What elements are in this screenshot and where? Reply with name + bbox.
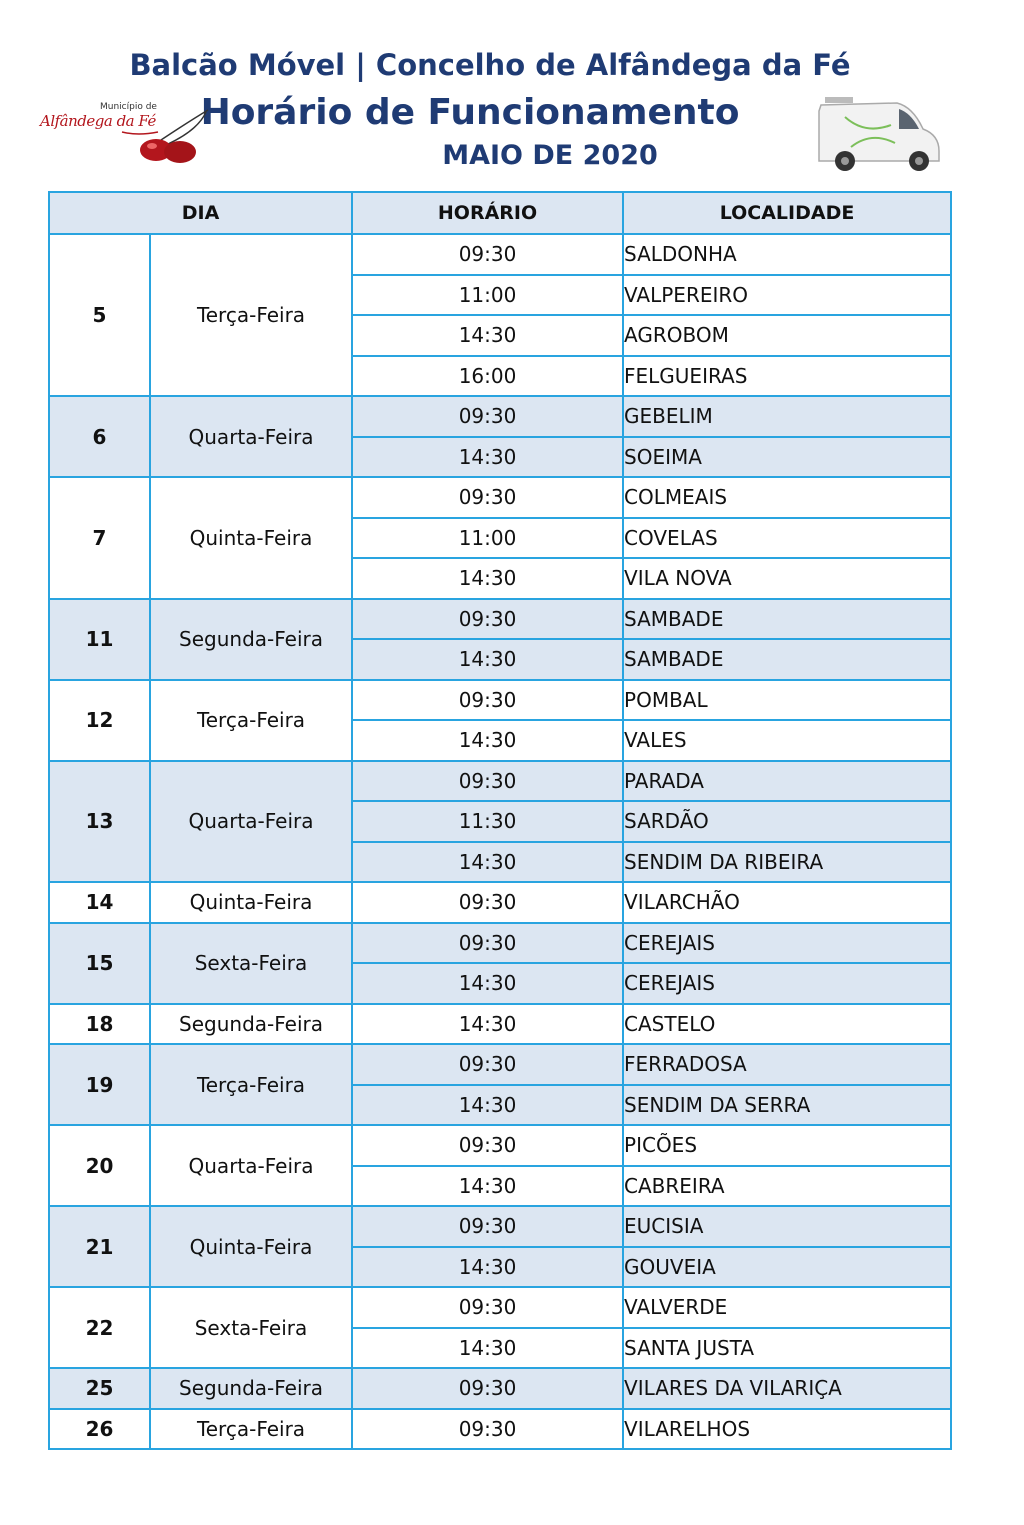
time-cell: 09:30: [352, 234, 623, 275]
table-row: [49, 1004, 951, 1045]
location-cell: GOUVEIA: [623, 1247, 951, 1288]
day-number: 6: [49, 396, 150, 477]
schedule-body: [49, 234, 951, 1449]
day-number: 19: [49, 1044, 150, 1125]
table-row: [49, 396, 951, 437]
time-cell: 09:30: [352, 923, 623, 964]
weekday: Sexta-Feira: [150, 923, 352, 1004]
location-cell: VALPEREIRO: [623, 275, 951, 316]
time-cell: 14:30: [352, 558, 623, 599]
location-cell: CEREJAIS: [623, 963, 951, 1004]
title-schedule: Horário de Funcionamento: [200, 92, 740, 133]
schedule-table: [48, 191, 952, 1450]
location-cell: SENDIM DA SERRA: [623, 1085, 951, 1126]
table-row: [49, 1044, 951, 1085]
weekday: Quinta-Feira: [150, 1206, 352, 1287]
location-cell: SANTA JUSTA: [623, 1328, 951, 1369]
location-cell: PICÕES: [623, 1125, 951, 1166]
time-cell: 14:30: [352, 1247, 623, 1288]
page-header: [0, 0, 1024, 190]
location-cell: COVELAS: [623, 518, 951, 559]
weekday: Quinta-Feira: [150, 882, 352, 923]
weekday: Segunda-Feira: [150, 1368, 352, 1409]
location-cell: CABREIRA: [623, 1166, 951, 1207]
table-row: [49, 1409, 951, 1450]
time-cell: 14:30: [352, 1328, 623, 1369]
weekday: Terça-Feira: [150, 680, 352, 761]
col-header-day: DIA: [49, 192, 352, 234]
location-cell: VILA NOVA: [623, 558, 951, 599]
location-cell: PARADA: [623, 761, 951, 802]
time-cell: 11:00: [352, 275, 623, 316]
time-cell: 14:30: [352, 1166, 623, 1207]
time-cell: 09:30: [352, 1125, 623, 1166]
location-cell: SARDÃO: [623, 801, 951, 842]
table-row: [49, 882, 951, 923]
time-cell: 11:00: [352, 518, 623, 559]
location-cell: FERRADOSA: [623, 1044, 951, 1085]
weekday: Terça-Feira: [150, 234, 352, 396]
time-cell: 09:30: [352, 680, 623, 721]
table-row: [49, 761, 951, 802]
time-cell: 09:30: [352, 599, 623, 640]
day-number: 11: [49, 599, 150, 680]
location-cell: COLMEAIS: [623, 477, 951, 518]
location-cell: VILARELHOS: [623, 1409, 951, 1450]
day-number: 20: [49, 1125, 150, 1206]
time-cell: 09:30: [352, 1287, 623, 1328]
time-cell: 09:30: [352, 1206, 623, 1247]
location-cell: SOEIMA: [623, 437, 951, 478]
table-row: [49, 680, 951, 721]
location-cell: VILARES DA VILARIÇA: [623, 1368, 951, 1409]
day-number: 12: [49, 680, 150, 761]
weekday: Quinta-Feira: [150, 477, 352, 599]
location-cell: AGROBOM: [623, 315, 951, 356]
weekday: Quarta-Feira: [150, 396, 352, 477]
time-cell: 14:30: [352, 1085, 623, 1126]
time-cell: 16:00: [352, 356, 623, 397]
location-cell: VALES: [623, 720, 951, 761]
day-number: 14: [49, 882, 150, 923]
time-cell: 14:30: [352, 1004, 623, 1045]
time-cell: 14:30: [352, 437, 623, 478]
table-row: [49, 234, 951, 275]
time-cell: 09:30: [352, 1368, 623, 1409]
logo-caption: Município de: [100, 102, 157, 112]
day-number: 25: [49, 1368, 150, 1409]
time-cell: 09:30: [352, 477, 623, 518]
col-header-time: HORÁRIO: [352, 192, 623, 234]
table-row: [49, 923, 951, 964]
location-cell: POMBAL: [623, 680, 951, 721]
location-cell: SENDIM DA RIBEIRA: [623, 842, 951, 883]
time-cell: 14:30: [352, 842, 623, 883]
time-cell: 09:30: [352, 761, 623, 802]
table-header-row: [49, 192, 951, 234]
time-cell: 14:30: [352, 963, 623, 1004]
time-cell: 09:30: [352, 882, 623, 923]
mobile-van-icon: [815, 95, 943, 175]
table-row: [49, 477, 951, 518]
title-month: MAIO DE 2020: [442, 140, 658, 171]
location-cell: CASTELO: [623, 1004, 951, 1045]
time-cell: 09:30: [352, 1044, 623, 1085]
location-cell: SAMBADE: [623, 599, 951, 640]
table-row: [49, 1125, 951, 1166]
location-cell: SAMBADE: [623, 639, 951, 680]
day-number: 21: [49, 1206, 150, 1287]
municipality-logo: [38, 102, 213, 164]
day-number: 13: [49, 761, 150, 883]
weekday: Quarta-Feira: [150, 761, 352, 883]
day-number: 5: [49, 234, 150, 396]
location-cell: GEBELIM: [623, 396, 951, 437]
location-cell: CEREJAIS: [623, 923, 951, 964]
table-row: [49, 1206, 951, 1247]
time-cell: 09:30: [352, 396, 623, 437]
weekday: Terça-Feira: [150, 1044, 352, 1125]
day-number: 22: [49, 1287, 150, 1368]
table-row: [49, 599, 951, 640]
location-cell: EUCISIA: [623, 1206, 951, 1247]
weekday: Sexta-Feira: [150, 1287, 352, 1368]
weekday: Segunda-Feira: [150, 599, 352, 680]
table-row: [49, 1287, 951, 1328]
weekday: Segunda-Feira: [150, 1004, 352, 1045]
weekday: Terça-Feira: [150, 1409, 352, 1450]
location-cell: FELGUEIRAS: [623, 356, 951, 397]
table-row: [49, 1368, 951, 1409]
day-number: 7: [49, 477, 150, 599]
location-cell: VILARCHÃO: [623, 882, 951, 923]
time-cell: 14:30: [352, 315, 623, 356]
time-cell: 14:30: [352, 720, 623, 761]
logo-script-text: Alfândega da Fé: [40, 112, 156, 130]
day-number: 26: [49, 1409, 150, 1450]
title-municipality: Balcão Móvel | Concelho de Alfândega da Fé: [129, 48, 851, 82]
day-number: 18: [49, 1004, 150, 1045]
day-number: 15: [49, 923, 150, 1004]
time-cell: 09:30: [352, 1409, 623, 1450]
col-header-location: LOCALIDADE: [623, 192, 951, 234]
location-cell: VALVERDE: [623, 1287, 951, 1328]
time-cell: 14:30: [352, 639, 623, 680]
location-cell: SALDONHA: [623, 234, 951, 275]
weekday: Quarta-Feira: [150, 1125, 352, 1206]
time-cell: 11:30: [352, 801, 623, 842]
